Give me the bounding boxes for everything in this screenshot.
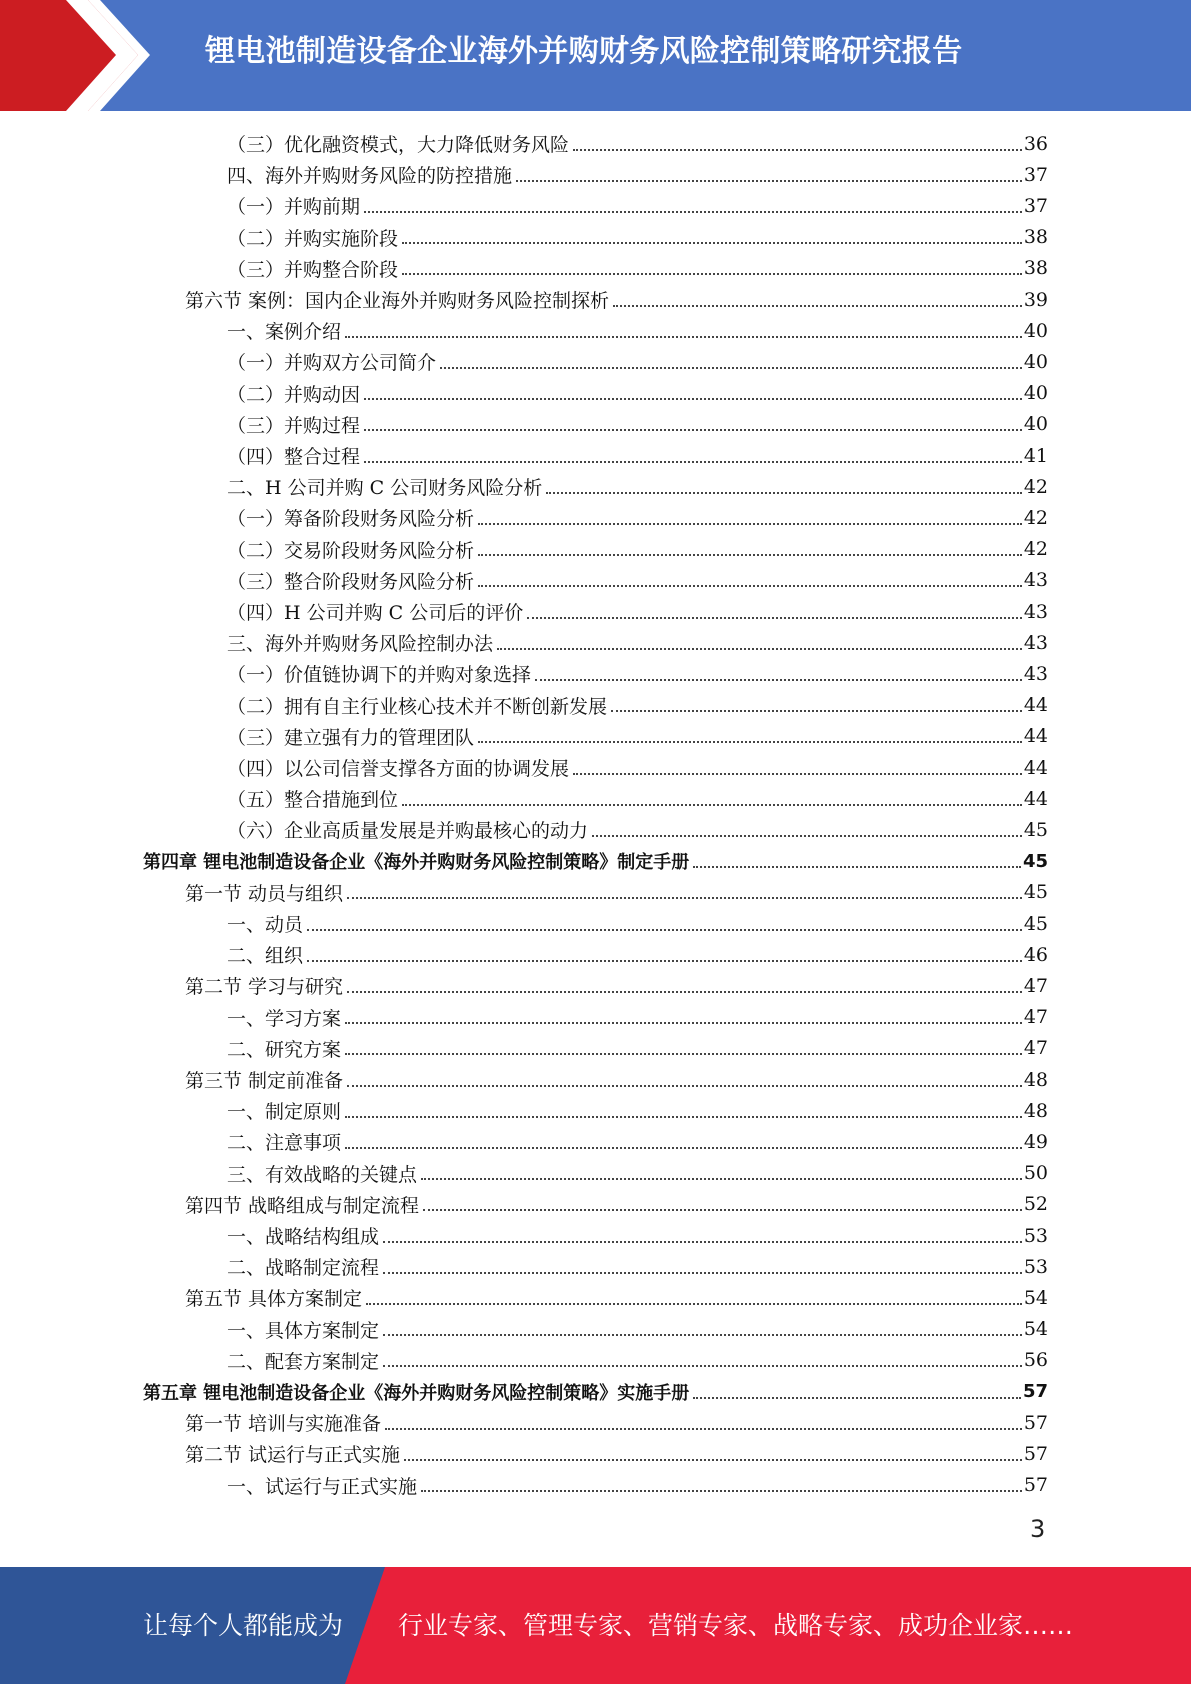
toc-entry-page: 38	[1023, 257, 1048, 280]
toc-leader-dots	[478, 585, 1022, 587]
toc-entry-page: 37	[1023, 163, 1048, 186]
toc-entry[interactable]	[227, 1033, 1048, 1064]
toc-entry-title: 一、学习方案	[227, 1007, 342, 1030]
toc-entry[interactable]	[227, 409, 1048, 440]
toc-entry-title: 三、海外并购财务风险控制办法	[227, 633, 494, 656]
toc-entry-page: 44	[1023, 756, 1048, 779]
toc-entry[interactable]	[227, 1158, 1048, 1189]
toc-entry[interactable]	[227, 1345, 1048, 1376]
toc-entry-title: 四、海外并购财务风险的防控措施	[227, 165, 513, 188]
toc-entry-title: （一）筹备阶段财务风险分析	[227, 508, 475, 531]
toc-entry-title: 第一节 培训与实施准备	[185, 1413, 382, 1436]
toc-entry-title: （三）优化融资模式，大力降低财务风险	[227, 134, 570, 156]
toc-entry[interactable]	[227, 1126, 1048, 1157]
toc-entry-page: 47	[1023, 1006, 1048, 1029]
toc-entry-page: 50	[1023, 1162, 1048, 1185]
toc-entry[interactable]	[227, 627, 1048, 658]
toc-entry-title: （五）整合措施到位	[227, 789, 399, 812]
toc-entry[interactable]	[185, 970, 1048, 1001]
toc-entry[interactable]	[143, 1376, 1048, 1407]
toc-entry[interactable]	[227, 690, 1048, 721]
toc-entry[interactable]	[227, 939, 1048, 970]
toc-entry-page: 42	[1023, 538, 1048, 561]
toc-leader-dots	[402, 273, 1022, 275]
toc-leader-dots	[573, 773, 1022, 775]
toc-entry[interactable]	[185, 284, 1048, 315]
toc-leader-dots	[693, 866, 1021, 868]
toc-entry-page: 45	[1023, 912, 1048, 935]
toc-entry[interactable]	[227, 502, 1048, 533]
toc-entry-page: 40	[1023, 382, 1048, 405]
toc-entry[interactable]	[227, 721, 1048, 752]
toc-leader-dots	[693, 1397, 1021, 1399]
toc-leader-dots	[573, 149, 1022, 151]
toc-entry-page: 52	[1023, 1193, 1048, 1216]
toc-leader-dots	[347, 897, 1022, 899]
toc-entry-page: 42	[1023, 475, 1048, 498]
toc-entry-page: 37	[1023, 194, 1048, 217]
toc-entry-page: 38	[1023, 226, 1048, 249]
toc-entry-page: 48	[1023, 1068, 1048, 1091]
toc-entry-page: 56	[1023, 1349, 1048, 1372]
toc-entry-page: 49	[1023, 1130, 1048, 1153]
toc-entry[interactable]	[227, 1251, 1048, 1282]
toc-entry[interactable]	[227, 471, 1048, 502]
toc-entry-page: 40	[1023, 350, 1048, 373]
footer-slogan-left: 让每个人都能成为	[143, 1611, 344, 1640]
toc-entry-page: 57	[1022, 1381, 1048, 1402]
footer-banner	[0, 1567, 1191, 1684]
toc-entry-title: 第一节 动员与组织	[185, 882, 344, 905]
toc-leader-dots	[347, 1085, 1022, 1087]
toc-entry-page: 39	[1023, 288, 1048, 311]
toc-entry-title: 第五节 具体方案制定	[185, 1288, 363, 1311]
toc-entry-title: （四）整合过程	[227, 446, 361, 468]
toc-entry[interactable]	[227, 534, 1048, 565]
toc-entry-title: （三）建立强有力的管理团队	[227, 726, 475, 749]
toc-entry-title: 第五章 锂电池制造设备企业《海外并购财务风险控制策略》实施手册	[143, 1382, 690, 1404]
toc-entry[interactable]	[227, 346, 1048, 377]
toc-entry-page: 45	[1023, 818, 1048, 841]
toc-entry-title: 一、动员	[227, 914, 304, 936]
toc-entry[interactable]	[227, 315, 1048, 346]
toc-entry[interactable]	[227, 440, 1048, 471]
toc-entry-title: 一、案例介绍	[227, 321, 342, 344]
toc-leader-dots	[613, 305, 1022, 307]
toc-leader-dots	[364, 429, 1022, 431]
toc-entry-title: （四）H 公司并购 C 公司后的评价	[227, 602, 524, 624]
toc-leader-dots	[383, 1272, 1022, 1274]
toc-entry[interactable]	[227, 253, 1048, 284]
toc-entry-title: 一、战略结构组成	[227, 1226, 380, 1248]
footer-slogan-right: 行业专家、管理专家、营销专家、战略专家、成功企业家……	[398, 1611, 1074, 1640]
toc-leader-dots	[383, 1241, 1022, 1243]
toc-leader-dots	[421, 1490, 1022, 1492]
toc-entry-page: 57	[1023, 1442, 1048, 1465]
toc-entry[interactable]	[227, 783, 1048, 814]
toc-leader-dots	[535, 679, 1022, 681]
toc-entry[interactable]	[185, 1282, 1048, 1313]
toc-entry-title: 一、具体方案制定	[227, 1319, 380, 1342]
toc-leader-dots	[347, 991, 1022, 993]
toc-entry-title: 二、组织	[227, 945, 304, 968]
toc-entry-page: 47	[1023, 974, 1048, 997]
toc-entry-title: （二）并购动因	[227, 383, 361, 406]
toc-entry-page: 54	[1023, 1286, 1048, 1309]
toc-entry-title: （四）以公司信誉支撑各方面的协调发展	[227, 758, 570, 780]
toc-entry-page: 43	[1023, 569, 1048, 592]
toc-entry-page: 43	[1023, 662, 1048, 685]
toc-entry-page: 53	[1023, 1224, 1048, 1247]
toc-leader-dots	[345, 1116, 1022, 1118]
toc-leader-dots	[307, 960, 1022, 962]
toc-entry-page: 44	[1023, 725, 1048, 748]
toc-entry-page: 40	[1023, 319, 1048, 342]
toc-entry-page: 41	[1023, 444, 1048, 467]
toc-leader-dots	[345, 1053, 1022, 1055]
toc-leader-dots	[592, 835, 1022, 837]
toc-leader-dots	[611, 710, 1022, 712]
toc-entry[interactable]	[227, 1470, 1048, 1501]
toc-leader-dots	[423, 1209, 1022, 1211]
toc-entry[interactable]	[227, 596, 1048, 627]
toc-entry-page: 45	[1022, 850, 1048, 872]
toc-entry-title: 二、战略制定流程	[227, 1257, 380, 1280]
toc-entry-page: 47	[1023, 1037, 1048, 1060]
toc-entry-title: （一）并购双方公司简介	[227, 352, 437, 375]
toc-entry-page: 48	[1023, 1099, 1048, 1122]
document-title: 锂电池制造设备企业海外并购财务风险控制策略研究报告	[205, 34, 963, 69]
page-number: 3	[1030, 1515, 1046, 1543]
toc-entry-title: 一、制定原则	[227, 1101, 342, 1124]
toc-entry[interactable]	[227, 128, 1048, 159]
toc-entry-title: （二）并购实施阶段	[227, 227, 399, 250]
toc-entry-page: 42	[1023, 506, 1048, 529]
toc-entry[interactable]	[227, 1095, 1048, 1126]
toc-leader-dots	[478, 523, 1022, 525]
toc-leader-dots	[364, 211, 1022, 213]
toc-leader-dots	[527, 617, 1022, 619]
toc-entry[interactable]	[227, 1002, 1048, 1033]
toc-leader-dots	[516, 180, 1022, 182]
toc-entry-page: 46	[1023, 943, 1048, 966]
toc-entry[interactable]	[185, 1407, 1048, 1438]
toc-entry[interactable]	[227, 1314, 1048, 1345]
toc-leader-dots	[364, 461, 1022, 463]
toc-leader-dots	[421, 1178, 1022, 1180]
toc-leader-dots	[497, 648, 1022, 650]
toc-entry[interactable]	[227, 565, 1048, 596]
toc-entry-title: 一、试运行与正式实施	[227, 1475, 418, 1498]
toc-entry-title: （一）并购前期	[227, 196, 361, 219]
toc-entry-title: 第二节 学习与研究	[185, 976, 344, 999]
toc-entry-title: 二、研究方案	[227, 1038, 342, 1061]
toc-entry-title: 三、有效战略的关键点	[227, 1163, 418, 1186]
toc-leader-dots	[383, 1365, 1022, 1367]
toc-entry-title: 第四章 锂电池制造设备企业《海外并购财务风险控制策略》制定手册	[143, 852, 690, 874]
toc-entry-page: 57	[1023, 1411, 1048, 1434]
toc-entry[interactable]	[185, 877, 1048, 908]
toc-entry[interactable]	[185, 1189, 1048, 1220]
toc-entry[interactable]	[227, 222, 1048, 253]
toc-entry-page: 44	[1023, 787, 1048, 810]
toc-entry-title: （一）价值链协调下的并购对象选择	[227, 664, 532, 687]
toc-leader-dots	[402, 242, 1022, 244]
toc-leader-dots	[440, 367, 1022, 369]
toc-entry[interactable]	[227, 752, 1048, 783]
header-banner	[0, 0, 1191, 111]
toc-entry[interactable]	[185, 1064, 1048, 1095]
toc-leader-dots	[478, 741, 1022, 743]
toc-entry-title: （二）拥有自主行业核心技术并不断创新发展	[227, 695, 608, 718]
toc-entry-title: 二、注意事项	[227, 1132, 342, 1155]
toc-entry-page: 40	[1023, 413, 1048, 436]
toc-entry-title: 第四节 战略组成与制定流程	[185, 1194, 420, 1217]
toc-entry-page: 36	[1023, 132, 1048, 155]
toc-entry-title: 第三节 制定前准备	[185, 1070, 344, 1092]
toc-leader-dots	[404, 1459, 1022, 1461]
toc-leader-dots	[383, 1334, 1022, 1336]
toc-entry[interactable]	[143, 846, 1048, 877]
toc-entry[interactable]	[227, 1220, 1048, 1251]
toc-entry-title: 第二节 试运行与正式实施	[185, 1444, 401, 1467]
toc-leader-dots	[546, 492, 1022, 494]
toc-entry[interactable]	[227, 658, 1048, 689]
toc-leader-dots	[385, 1428, 1022, 1430]
toc-entry-page: 43	[1023, 600, 1048, 623]
toc-leader-dots	[345, 336, 1022, 338]
toc-leader-dots	[345, 1022, 1022, 1024]
toc-entry[interactable]	[227, 908, 1048, 939]
toc-entry-title: 二、配套方案制定	[227, 1350, 380, 1373]
toc-leader-dots	[478, 554, 1022, 556]
toc-entry-page: 57	[1023, 1474, 1048, 1497]
toc-entry-page: 45	[1023, 881, 1048, 904]
toc-leader-dots	[366, 1303, 1022, 1305]
toc-entry[interactable]	[227, 159, 1048, 190]
toc-entry-title: （三）整合阶段财务风险分析	[227, 570, 475, 593]
toc-leader-dots	[345, 1147, 1022, 1149]
toc-entry-title: 二、H 公司并购 C 公司财务风险分析	[227, 477, 543, 500]
toc-entry[interactable]	[227, 190, 1048, 221]
toc-entry-page: 43	[1023, 631, 1048, 654]
toc-entry-page: 44	[1023, 694, 1048, 717]
toc-entry[interactable]	[227, 378, 1048, 409]
toc-entry[interactable]	[227, 814, 1048, 845]
toc-leader-dots	[402, 804, 1022, 806]
toc-leader-dots	[364, 398, 1022, 400]
toc-entry[interactable]	[185, 1438, 1048, 1469]
toc-entry-title: （三）并购整合阶段	[227, 258, 399, 281]
toc-entry-title: （二）交易阶段财务风险分析	[227, 539, 475, 562]
toc-entry-title: （三）并购过程	[227, 414, 361, 437]
toc-leader-dots	[307, 929, 1022, 931]
toc-entry-title: （六）企业高质量发展是并购最核心的动力	[227, 820, 589, 843]
toc-entry-page: 54	[1023, 1318, 1048, 1341]
toc-entry-title: 第六节 案例：国内企业海外并购财务风险控制探析	[185, 290, 610, 312]
toc-entry-page: 53	[1023, 1255, 1048, 1278]
